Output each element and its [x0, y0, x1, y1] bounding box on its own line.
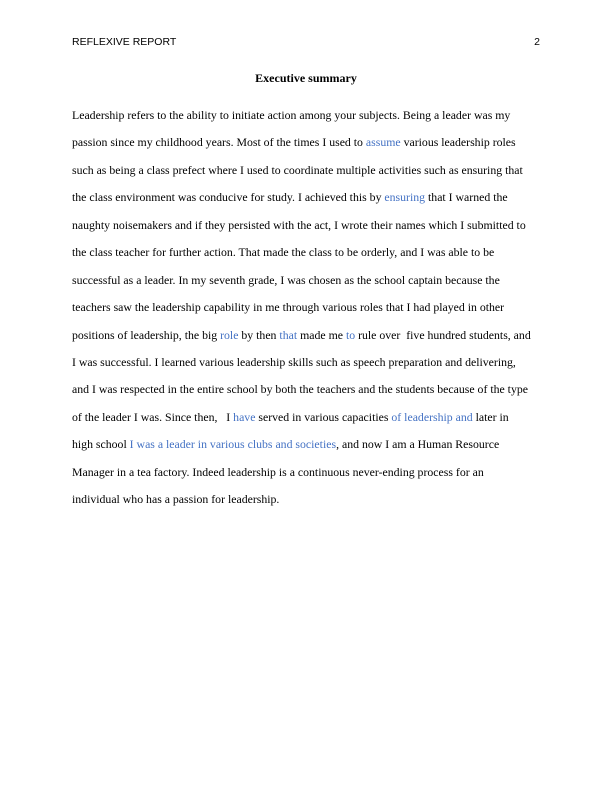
paragraph-text: teachers saw the leadership capability in me through various roles that I had played in other [72, 300, 505, 315]
tracked-change-text: role [220, 327, 239, 342]
paragraph-text: high school [72, 437, 130, 452]
section-title: Executive summary [255, 71, 357, 85]
paragraph-text: successful as a leader. In my seventh grade, I was chosen as the school captain because the [72, 272, 500, 287]
paragraph-line [72, 322, 552, 349]
paragraph-text: rule over five hundred students, and [355, 327, 531, 342]
paragraph-text: passion since my childhood years. Most of the times I used to [72, 135, 366, 150]
paragraph-text: Manager in a tea factory. Indeed leadership is a continuous never-ending process for an [72, 464, 484, 479]
paragraph-line [72, 431, 552, 458]
paragraph-line [72, 267, 552, 294]
paragraph-line [72, 404, 552, 431]
paragraph-line [72, 184, 552, 211]
tracked-change-text: ensuring [384, 190, 426, 205]
paragraph-text: by then [238, 327, 280, 342]
paragraph-text: the class environment was conducive for study. I achieved this by [72, 190, 385, 205]
body-paragraph [72, 102, 552, 514]
tracked-change-text: of leadership and [391, 409, 473, 424]
paragraph-text: the class teacher for further action. That made the class to be orderly, and I was able to be [72, 245, 495, 260]
tracked-change-text: I was a leader in various clubs and societies [129, 437, 337, 452]
paragraph-text: such as being a class prefect where I used to coordinate multiple activities such as ensuring that [72, 162, 523, 177]
paragraph-text: that I warned the [425, 190, 508, 205]
paragraph-line [72, 157, 552, 184]
tracked-change-text: that [279, 327, 298, 342]
paragraph-text: later in [472, 409, 509, 424]
paragraph-text: I was successful. I learned various leadership skills such as speech preparation and delivering, [72, 354, 516, 369]
paragraph-line [72, 349, 552, 376]
paragraph-text: made me [297, 327, 346, 342]
paragraph-text: individual who has a passion for leadership. [72, 492, 280, 507]
page-number: 2 [534, 36, 540, 48]
paragraph-line [72, 129, 552, 156]
paragraph-text: various leadership roles [400, 135, 516, 150]
paragraph-text: of the leader I was. Since then, I [72, 409, 234, 424]
paragraph-line [72, 239, 552, 266]
paragraph-line [72, 212, 552, 239]
paragraph-line [72, 459, 552, 486]
tracked-change-text: have [233, 409, 256, 424]
paragraph-line [72, 102, 552, 129]
tracked-change-text: assume [365, 135, 401, 150]
tracked-change-text: to [345, 327, 356, 342]
paragraph-text: Leadership refers to the ability to initiate action among your subjects. Being a leader was my [72, 108, 511, 122]
running-head: REFLEXIVE REPORT [72, 36, 177, 48]
paragraph-text: , and now I am a Human Resource [336, 437, 500, 452]
paragraph-line [72, 486, 552, 513]
paragraph-line [72, 376, 552, 403]
paragraph-text: positions of leadership, the big [72, 327, 221, 342]
paragraph-line [72, 294, 552, 321]
paragraph-text: and I was respected in the entire school by both the teachers and the students because of the type [72, 382, 528, 397]
paragraph-text: served in various capacities [255, 409, 392, 424]
paragraph-text: naughty noisemakers and if they persisted with the act, I wrote their names which I submitted to [72, 217, 526, 232]
